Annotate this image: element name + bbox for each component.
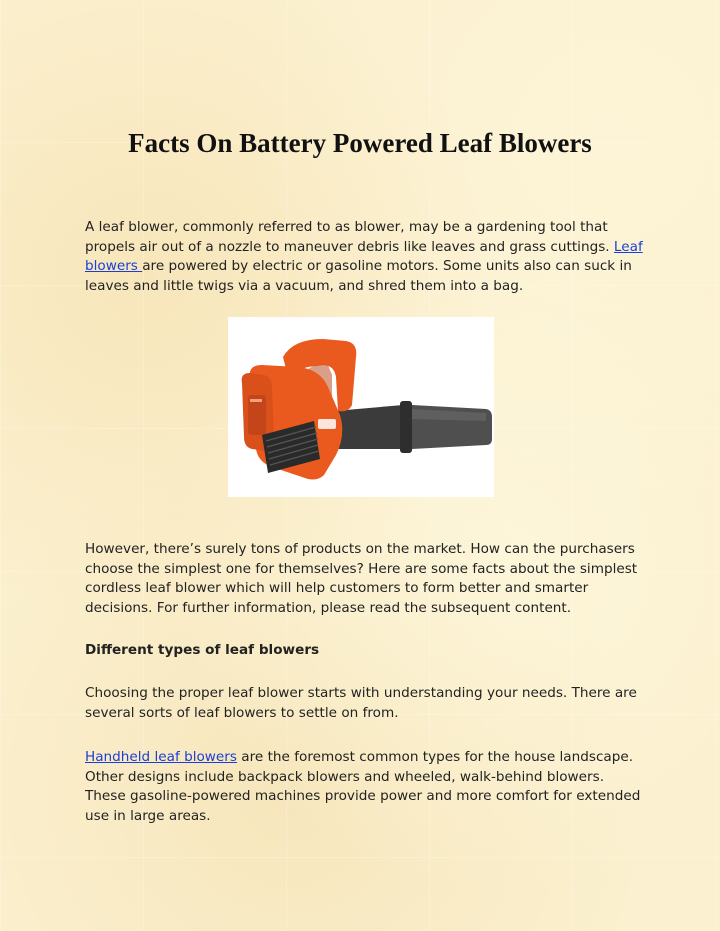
page-title: Facts On Battery Powered Leaf Blowers <box>128 128 592 158</box>
handheld-text: are the foremost common types for the house landscape. Other designs include backpack blowers and wheeled, walk-behind blowers. These gasoline-powered machines provide power and more comfort for extended use in large areas. <box>85 749 641 824</box>
leaf-blower-image <box>228 317 494 497</box>
handheld-leaf-blowers-link[interactable]: Handheld leaf blowers <box>85 749 237 765</box>
intro-paragraph <box>85 218 645 296</box>
handheld-paragraph <box>85 748 645 826</box>
section-heading-types: Different types of leaf blowers <box>85 642 320 658</box>
intro-text-start: A leaf blower, commonly referred to as blower, may be a gardening tool that propels air out of a nozzle to maneuver debris like leaves and grass cuttings. <box>85 219 614 255</box>
choosing-paragraph: Choosing the proper leaf blower starts with understanding your needs. There are several sorts of leaf blowers to settle on from. <box>85 685 637 721</box>
intro-text-end: are powered by electric or gasoline motors. Some units also can suck in leaves and little twigs via a vacuum, and shred them into a bag. <box>85 258 632 294</box>
products-paragraph: However, there’s surely tons of products on the market. How can the purchasers choose the simplest one for themselves? Here are some facts about the simplest cordless leaf blower which will help customers to form better and smarter decisions. For further information, please read the subsequent content. <box>85 541 638 616</box>
leaf-blowers-link[interactable]: Leaf blowers <box>85 238 643 274</box>
